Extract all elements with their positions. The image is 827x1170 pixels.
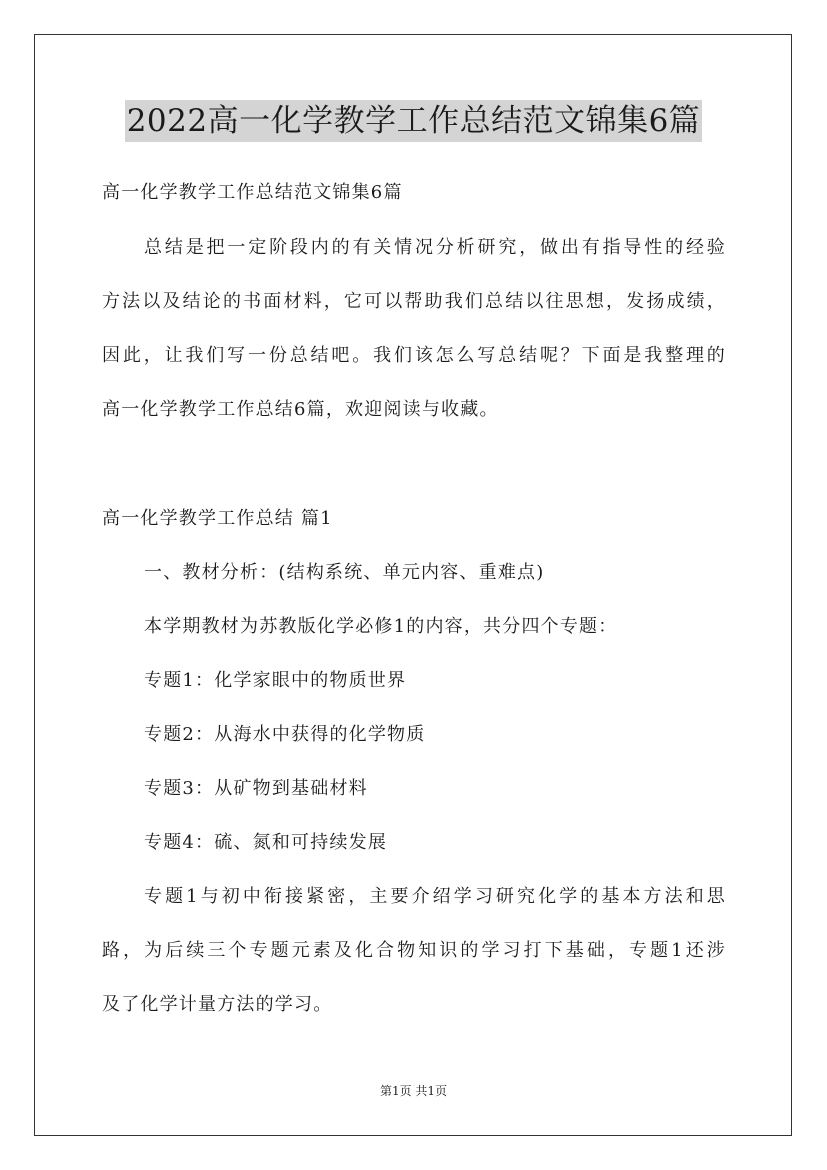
section-subheading: 一、教材分析：(结构系统、单元内容、重难点) (144, 562, 545, 583)
intro-line-1: 总结是把一定阶段内的有关情况分析研究，做出有指导性的经验 (144, 237, 726, 258)
paragraph-textbook: 本学期教材为苏教版化学必修1的内容，共分四个专题： (144, 616, 618, 637)
section-heading: 高一化学教学工作总结 篇1 (102, 508, 333, 529)
paragraph2-line-2: 路，为后续三个专题元素及化合物知识的学习打下基础，专题1还涉 (102, 940, 726, 961)
topic-item-4: 专题4：硫、氮和可持续发展 (144, 832, 388, 853)
page-footer: 第1页 共1页 (379, 1084, 448, 1098)
topic-item-3: 专题3：从矿物到基础材料 (144, 778, 368, 799)
title-container (0, 100, 827, 142)
document-subtitle: 高一化学教学工作总结范文锦集6篇 (102, 182, 403, 203)
topic-item-2: 专题2：从海水中获得的化学物质 (144, 724, 426, 745)
paragraph2-line-3: 及了化学计量方法的学习。 (102, 994, 333, 1015)
topic-item-1: 专题1：化学家眼中的物质世界 (144, 670, 407, 691)
intro-line-4: 高一化学教学工作总结6篇，欢迎阅读与收藏。 (102, 399, 499, 420)
intro-line-3: 因此，让我们写一份总结吧。我们该怎么写总结呢？下面是我整理的 (102, 345, 726, 366)
document-title: 2022高一化学教学工作总结范文锦集6篇 (125, 100, 703, 142)
intro-line-2: 方法以及结论的书面材料，它可以帮助我们总结以往思想，发扬成绩， (102, 291, 726, 312)
paragraph2-line-1: 专题1与初中衔接紧密，主要介绍学习研究化学的基本方法和思 (144, 886, 726, 907)
